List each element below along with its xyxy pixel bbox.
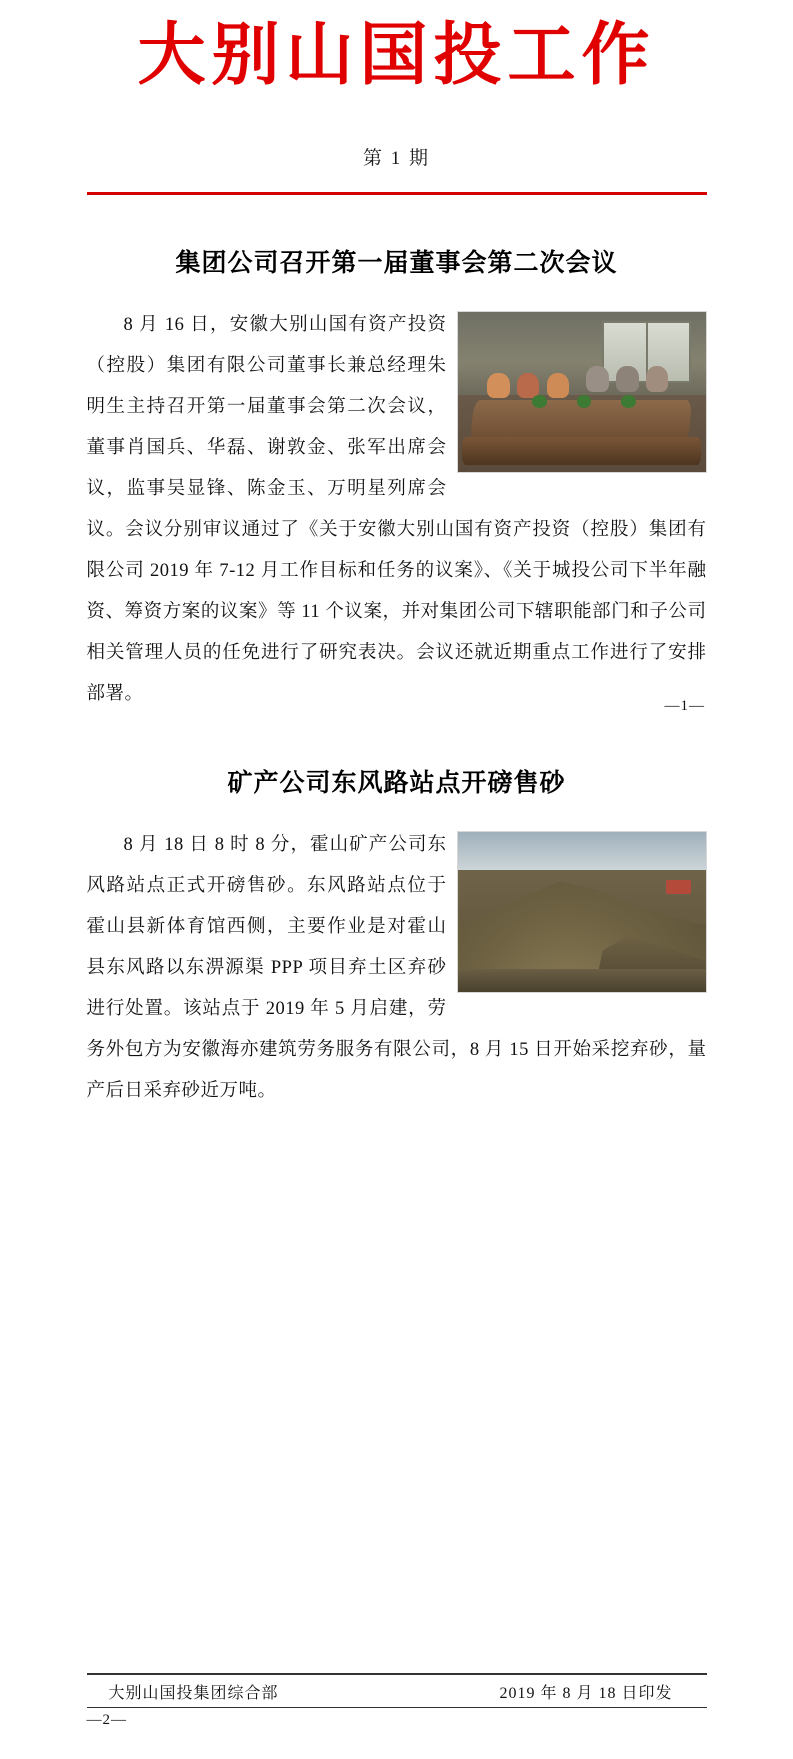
article-2-title: 矿产公司东风路站点开磅售砂 bbox=[227, 769, 566, 797]
page-number-first: —1— bbox=[664, 698, 705, 714]
masthead bbox=[0, 0, 793, 195]
article-1-body bbox=[87, 305, 707, 715]
article-1-paragraph: 8 月 16 日，安徽大别山国有资产投资（控股）集团有限公司董事长兼总经理朱明生主持召开第一届董事会第二次会议，董事肖国兵、华磊、谢敦金、张军出席会议，监事吴显锋、陈金玉、万明星列席会议。会议分别审议通过了《关于安徽大别山国有资产投资（控股）集团有限公司 2019 年 7-12 月工作目标和任务的议案》、《关于城投公司下半年融资、筹资方案的议案》等 11 个议案，并对集团公司下辖职能部门和子公司相关管理人员的任免进行了研究表决。会议还就近期重点工作进行了安排部署。 bbox=[86, 314, 707, 704]
page-title: 大别山国投工作 bbox=[137, 17, 656, 93]
footer-divider-bottom bbox=[87, 1707, 707, 1708]
issue-number: 第 1 期 bbox=[362, 147, 430, 169]
article-2 bbox=[87, 763, 707, 1112]
page-number-second: —2— bbox=[86, 1712, 127, 1728]
masthead-divider bbox=[87, 192, 707, 195]
footer-department: 大别山国投集团综合部 bbox=[108, 1685, 279, 1702]
sand-pile-photo bbox=[457, 831, 707, 993]
article-2-body bbox=[87, 825, 707, 1112]
footer-row bbox=[87, 1675, 707, 1707]
article-2-paragraph: 8 月 18 日 8 时 8 分，霍山矿产公司东风路站点正式开磅售砂。东风路站点位于霍山县新体育馆西侧，主要作业是对霍山县东风路以东淠源渠 PPP 项目弃土区弃砂进行处置。该站点于 2019 年 5 月启建，劳务外包方为安徽海亦建筑劳务服务有限公司，8 月 15 日开始采挖弃砂，量产后日采弃砂近万吨。 bbox=[86, 834, 707, 1101]
article-1 bbox=[87, 243, 707, 715]
footer-date: 2019 年 8 月 18 日印发 bbox=[499, 1685, 673, 1702]
page-footer bbox=[0, 1673, 793, 1729]
meeting-room-photo bbox=[457, 311, 707, 473]
article-1-title: 集团公司召开第一届董事会第二次会议 bbox=[175, 249, 618, 277]
